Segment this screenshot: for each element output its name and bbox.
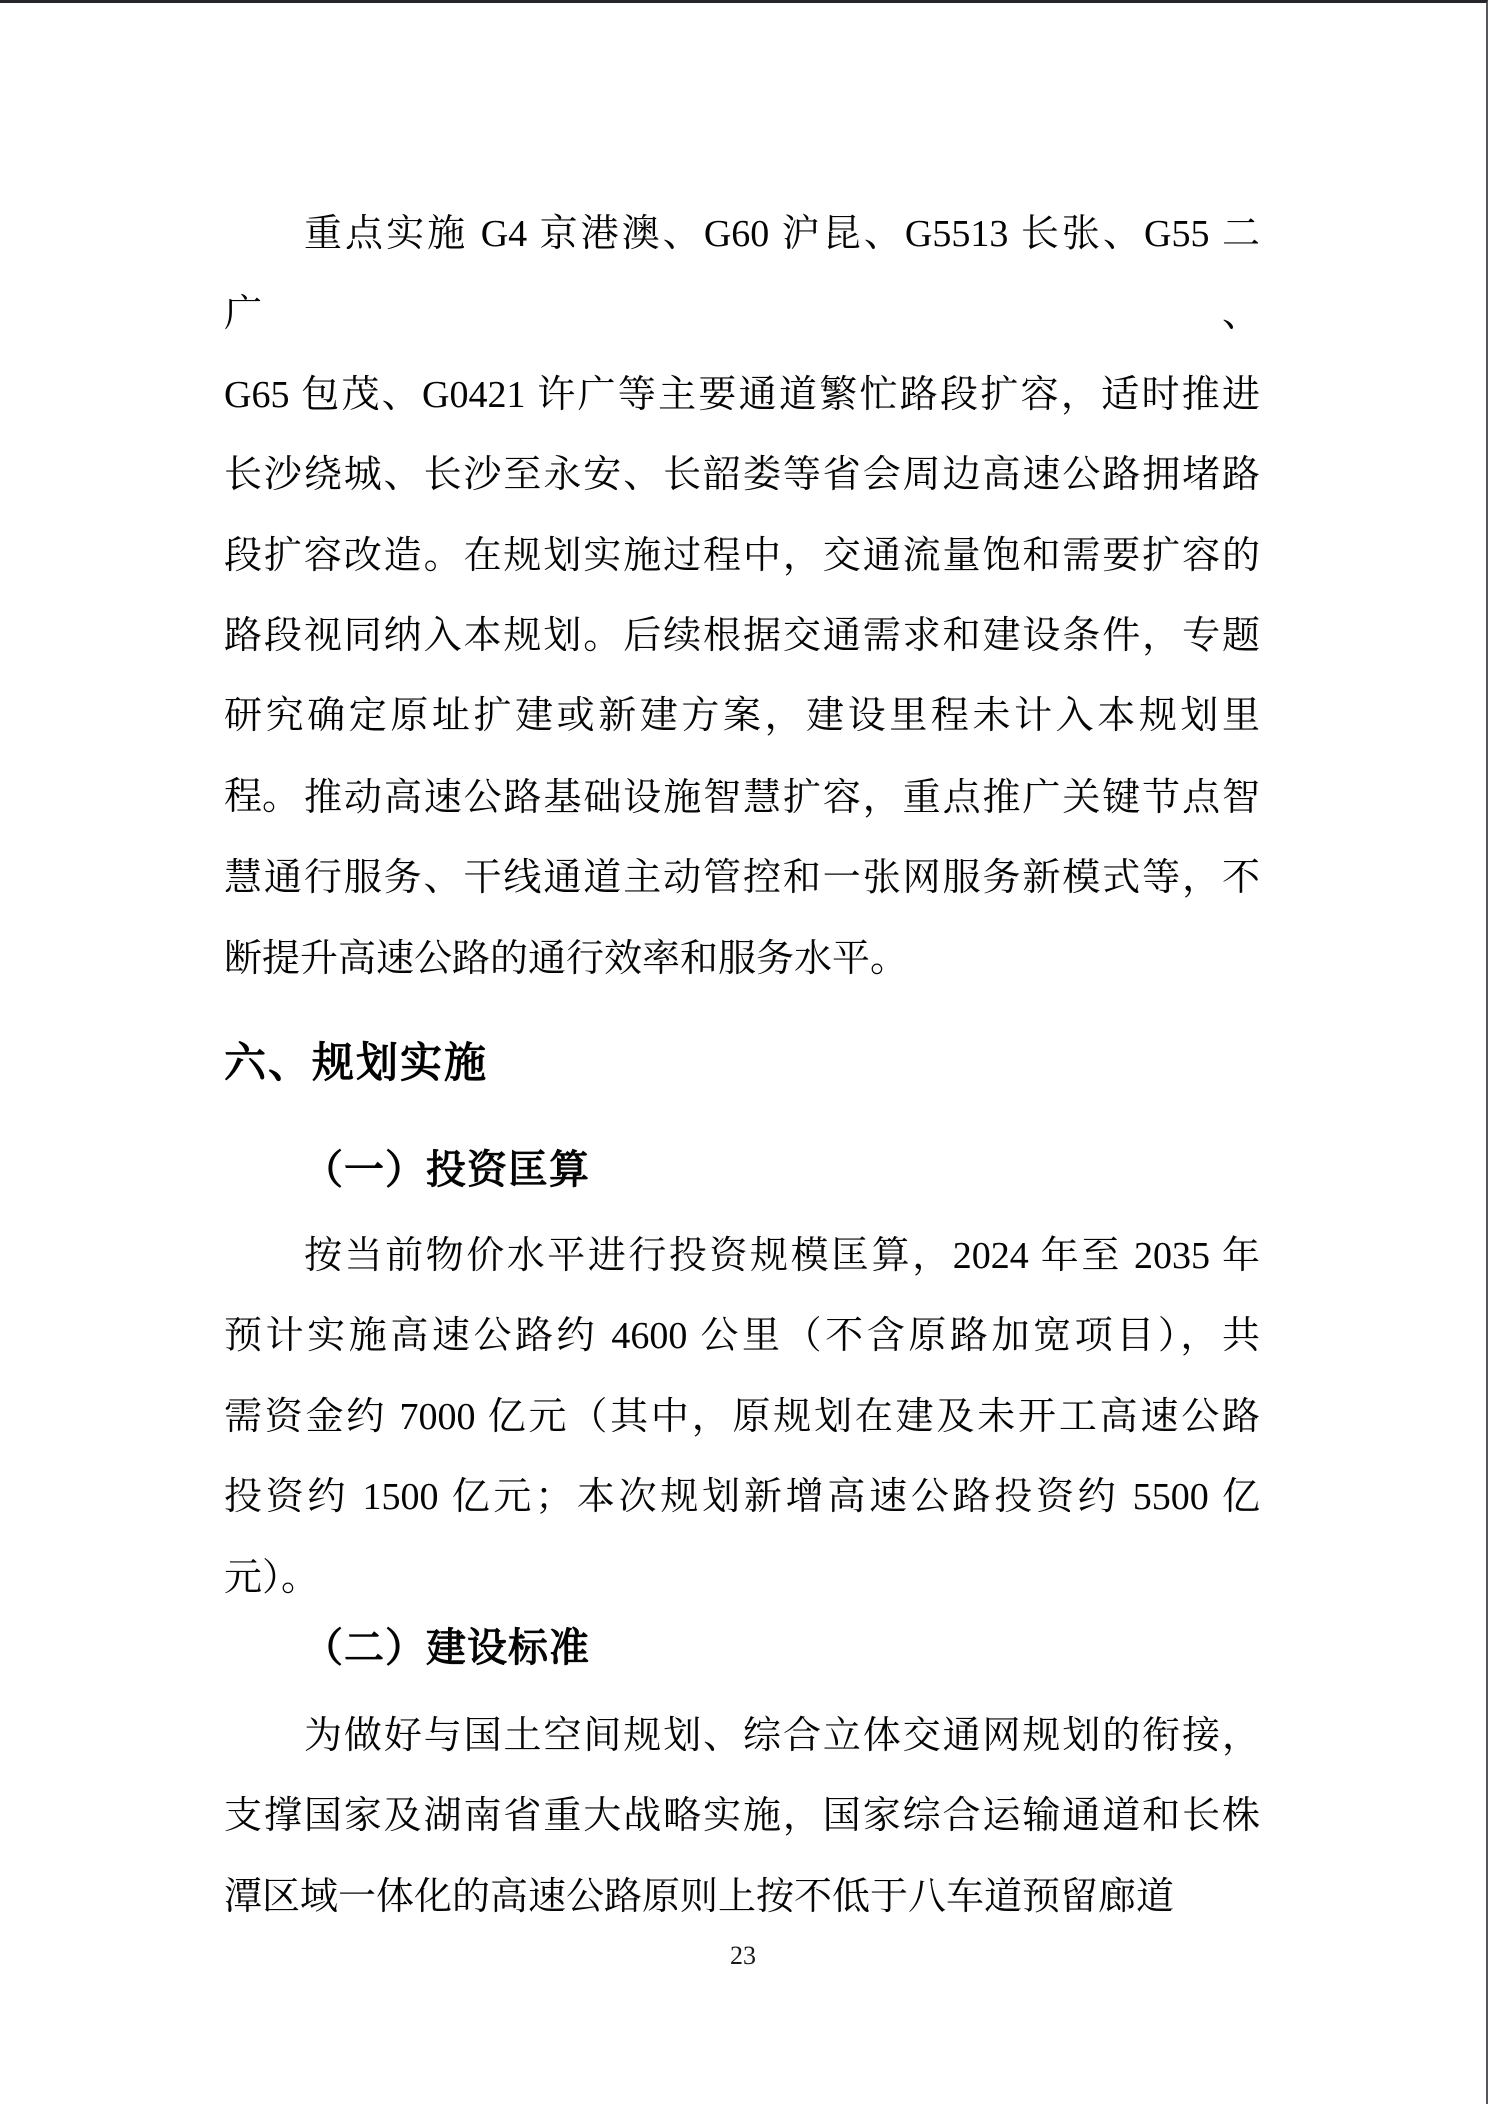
body-line: 为做好与国土空间规划、综合立体交通网规划的衔接， xyxy=(304,1715,1260,1757)
paragraph-1 xyxy=(224,194,1260,837)
body-line: G65 包茂、G0421 许广等主要通道繁忙路段扩容，适时推进 xyxy=(224,373,1260,416)
body-line: 需资金约 7000 亿元（其中，原规划在建及未开工高速公路 xyxy=(224,1395,1260,1438)
body-line: 投资约 1500 亿元；本次规划新增高速公路投资约 5500 亿 xyxy=(224,1476,1260,1519)
body-line: 程。 xyxy=(224,775,301,818)
paragraph-3 xyxy=(224,1216,1260,1618)
body-line: 推动高速公路基础设施智慧扩容，重点推广关键节点智 xyxy=(304,777,1260,819)
body-line: 段扩容改造。在规划实施过程中，交通流量饱和需要扩容的 xyxy=(224,534,1260,577)
body-line: 预计实施高速公路约 4600 公里（不含原路加宽项目），共 xyxy=(224,1315,1260,1358)
body-line: 潭区域一体化的高速公路原则上按不低于八车道预留廊道 xyxy=(224,1875,1175,1918)
subsection-heading-1: （一）投资匡算 xyxy=(303,1147,590,1192)
page-number: 23 xyxy=(730,1941,756,1970)
paragraph-4 xyxy=(224,1696,1260,1937)
section-heading: 六、规划实施 xyxy=(224,1038,489,1087)
subsection-heading-2: （二）建设标准 xyxy=(303,1625,590,1670)
body-line: 支撑国家及湖南省重大战略实施，国家综合运输通道和长株 xyxy=(224,1795,1260,1838)
body-line: 慧通行服务、干线通道主动管控和一张网服务新模式等，不 xyxy=(224,857,1260,900)
paragraph-2 xyxy=(224,758,1260,999)
body-line: 元）。 xyxy=(224,1556,320,1599)
body-line: 断提升高速公路的通行效率和服务水平。 xyxy=(224,937,909,980)
body-line: 研究确定原址扩建或新建方案，建设里程未计入本规划里 xyxy=(224,695,1260,738)
body-line: 按当前物价水平进行投资规模匡算，2024 年至 2035 年 xyxy=(304,1235,1260,1277)
body-line: 长沙绕城、长沙至永安、长韶娄等省会周边高速公路拥堵路 xyxy=(224,454,1260,497)
body-line: 重点实施 G4 京港澳、G60 沪昆、G5513 长张、G55 二广、 xyxy=(224,213,1260,336)
body-line: 路段视同纳入本规划。后续根据交通需求和建设条件，专题 xyxy=(224,615,1260,658)
